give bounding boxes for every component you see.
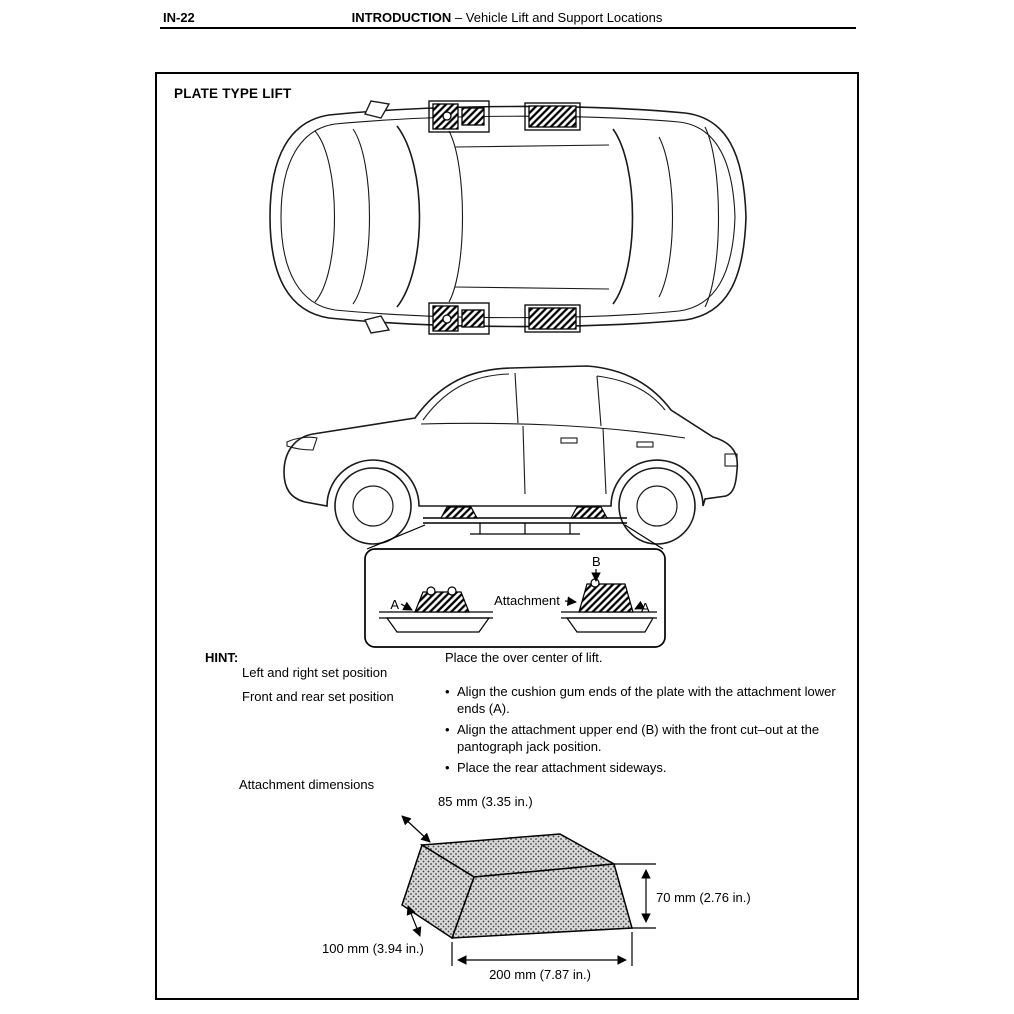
figure-box (155, 72, 859, 1000)
side-view-body (284, 366, 737, 506)
dim-top-label: 85 mm (3.35 in.) (438, 794, 533, 809)
header-subtitle: – Vehicle Lift and Support Locations (451, 10, 663, 25)
hint-left-right-text: Place the over center of lift. (445, 650, 603, 665)
hint-bullet-1: • Align the cushion gum ends of the plate with the attachment lower ends (A). (445, 683, 859, 717)
side-mirrors (365, 101, 389, 333)
lift-plate-side-view (423, 507, 627, 534)
hint-bullet-2: • Align the attachment upper end (B) with the front cut–out at the pantograph jack position. (445, 721, 859, 755)
hint-front-rear-label: Front and rear set position (242, 689, 394, 704)
page-number: IN-22 (163, 10, 195, 25)
attachment-detail-box (365, 549, 665, 647)
dim-height-label: 70 mm (2.76 in.) (656, 890, 751, 905)
hint-bullet-3: • Place the rear attachment sideways. (445, 759, 859, 776)
detail-label-attachment: Attachment (494, 593, 560, 608)
figure-title: PLATE TYPE LIFT (174, 86, 292, 101)
detail-label-b: B (592, 554, 601, 569)
header-rule (160, 27, 856, 29)
detail-label-a-right: A (641, 600, 650, 615)
hint-bullet-list (445, 683, 859, 780)
header-section: INTRODUCTION (351, 10, 452, 25)
dim-depth-label: 100 mm (3.94 in.) (322, 941, 424, 956)
top-view-body (270, 106, 746, 326)
vehicle-side-view (265, 342, 767, 652)
dim-width-label: 200 mm (7.87 in.) (489, 967, 591, 982)
detail-callout-lines (367, 525, 663, 549)
vehicle-top-view (257, 99, 762, 337)
hint-heading: HINT: (205, 650, 239, 665)
page-header-title (0, 10, 1014, 25)
attachment-dimensions-figure (302, 790, 782, 990)
attachment-dimensions-heading: Attachment dimensions (239, 777, 375, 792)
detail-label-a-left: A (390, 597, 399, 612)
hint-left-right-label: Left and right set position (242, 665, 388, 680)
attachment-block (402, 834, 632, 938)
